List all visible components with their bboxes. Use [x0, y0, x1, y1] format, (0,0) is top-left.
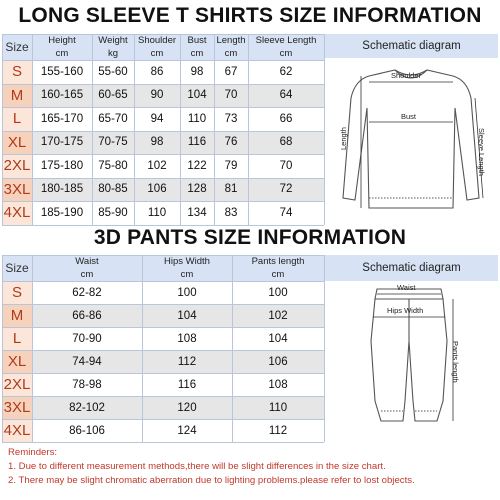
column-header: Shoulder	[137, 35, 177, 46]
size-label: XL	[2, 131, 32, 155]
grid-line	[2, 201, 324, 202]
size-label: 3XL	[2, 396, 32, 419]
grid-line	[2, 154, 324, 155]
column-header: Height	[48, 35, 76, 46]
table-cell: 106	[147, 183, 167, 196]
grid-line	[2, 281, 324, 282]
size-label: L	[2, 107, 32, 131]
long-sleeve-shirt-drawing	[325, 58, 498, 224]
column-unit: cm	[279, 48, 293, 59]
pants-size-title: 3D PANTS SIZE INFORMATION	[93, 226, 407, 249]
sleeve-length-label: Sleeve Length	[477, 128, 486, 176]
length-label: Length	[339, 127, 348, 150]
size-column-header: Size	[5, 40, 29, 54]
grid-line	[2, 419, 324, 420]
size-label: L	[2, 327, 32, 350]
shirt-diagram-area	[325, 58, 498, 224]
table-cell: 98	[190, 65, 204, 78]
size-column-header: Size	[5, 261, 29, 275]
table-cell: 116	[187, 136, 207, 149]
shoulder-label: Shoulder	[391, 71, 422, 80]
waist-label: Waist	[397, 283, 416, 292]
column-unit: cm	[180, 269, 194, 280]
table-cell: 165-170	[40, 112, 84, 125]
column-header: Weight	[98, 35, 128, 46]
table-cell: 98	[150, 136, 164, 149]
hips-width-label: Hips Width	[387, 306, 424, 315]
table-cell: 108	[177, 332, 197, 345]
table-row	[2, 84, 324, 108]
table-cell: 120	[177, 401, 197, 414]
column-unit: cm	[190, 48, 204, 59]
table-cell: 175-180	[40, 159, 84, 172]
table-row	[2, 419, 324, 442]
table-cell: 180-185	[40, 183, 84, 196]
table-cell: 128	[187, 183, 207, 196]
table-cell: 85-90	[98, 206, 128, 219]
table-cell: 70	[279, 159, 293, 172]
grid-line	[2, 255, 324, 256]
grid-line	[248, 34, 249, 225]
table-cell: 155-160	[40, 65, 84, 78]
table-cell: 112	[268, 424, 288, 437]
table-cell: 122	[187, 159, 207, 172]
grid-line	[2, 178, 324, 179]
table-cell: 64	[279, 89, 293, 102]
table-cell: 108	[268, 378, 288, 391]
size-label: S	[2, 60, 32, 84]
grid-line	[2, 107, 324, 108]
grid-line	[134, 34, 135, 225]
table-cell: 100	[177, 286, 197, 299]
table-cell: 110	[187, 112, 207, 125]
grid-line	[2, 350, 324, 351]
table-cell: 102	[268, 309, 288, 322]
table-cell: 100	[268, 286, 288, 299]
table-cell: 112	[177, 355, 197, 368]
table-cell: 74	[279, 206, 293, 219]
column-unit: cm	[55, 48, 69, 59]
table-cell: 67	[224, 65, 238, 78]
table-cell: 70-90	[72, 332, 102, 345]
table-row	[2, 304, 324, 327]
size-label: M	[2, 304, 32, 327]
shirt-size-title: LONG SLEEVE T SHIRTS SIZE INFORMATION	[18, 4, 482, 27]
table-row	[2, 350, 324, 373]
size-label: 3XL	[2, 178, 32, 202]
table-cell: 86-106	[69, 424, 105, 437]
table-cell: 73	[224, 112, 238, 125]
column-header: Length	[216, 35, 246, 46]
table-cell: 170-175	[40, 136, 84, 149]
table-cell: 185-190	[40, 206, 84, 219]
table-cell: 110	[147, 206, 167, 219]
table-row	[2, 327, 324, 350]
table-cell: 110	[268, 401, 288, 414]
grid-line	[32, 34, 33, 225]
table-cell: 104	[177, 309, 197, 322]
column-header: Waist	[75, 256, 99, 267]
pants-diagram-header	[325, 255, 498, 281]
pants-diagram-title: Schematic diagram	[362, 262, 461, 274]
table-cell: 60-65	[98, 89, 128, 102]
grid-line	[2, 373, 324, 374]
table-row	[2, 281, 324, 304]
grid-line	[2, 34, 3, 225]
grid-line	[2, 60, 324, 61]
grid-line	[180, 34, 181, 225]
table-cell: 62	[279, 65, 293, 78]
grid-line	[32, 255, 33, 442]
grid-line	[2, 131, 324, 132]
grid-line	[2, 304, 324, 305]
table-row	[2, 396, 324, 419]
grid-line	[232, 255, 233, 442]
table-cell: 75-80	[98, 159, 128, 172]
table-row	[2, 131, 324, 155]
table-cell: 81	[224, 183, 238, 196]
grid-line	[142, 255, 143, 442]
table-cell: 116	[177, 378, 197, 391]
column-header: Hips Width	[164, 256, 210, 267]
grid-line	[2, 84, 324, 85]
column-header: Pants length	[251, 256, 305, 267]
table-cell: 94	[150, 112, 164, 125]
reminders-heading: Reminders:	[8, 447, 58, 458]
table-cell: 160-165	[40, 89, 84, 102]
table-cell: 65-70	[98, 112, 128, 125]
table-row	[2, 154, 324, 178]
table-row	[2, 373, 324, 396]
shirt-diagram-header	[325, 34, 498, 58]
table-row	[2, 60, 324, 84]
table-cell: 78-98	[72, 378, 102, 391]
table-cell: 70-75	[98, 136, 128, 149]
column-unit: cm	[150, 48, 164, 59]
table-cell: 62-82	[72, 286, 102, 299]
table-cell: 102	[147, 159, 167, 172]
grid-line	[92, 34, 93, 225]
grid-line	[2, 442, 324, 443]
table-cell: 66-86	[72, 309, 102, 322]
table-cell: 104	[187, 89, 207, 102]
table-cell: 72	[279, 183, 293, 196]
reminders	[8, 446, 496, 488]
table-cell: 124	[177, 424, 197, 437]
table-cell: 83	[224, 206, 238, 219]
table-cell: 104	[268, 332, 288, 345]
pants-length-label: Pants length	[451, 341, 460, 383]
size-label: XL	[2, 350, 32, 373]
size-label: 2XL	[2, 373, 32, 396]
table-cell: 80-85	[98, 183, 128, 196]
size-label: 2XL	[2, 154, 32, 178]
table-cell: 55-60	[98, 65, 128, 78]
table-row	[2, 178, 324, 202]
table-row	[2, 107, 324, 131]
table-cell: 106	[268, 355, 288, 368]
table-cell: 68	[279, 136, 293, 149]
size-label: S	[2, 281, 32, 304]
table-cell: 74-94	[72, 355, 102, 368]
grid-line	[2, 34, 324, 35]
bust-label: Bust	[401, 112, 417, 121]
grid-line	[2, 396, 324, 397]
size-label: 4XL	[2, 419, 32, 442]
column-unit: cm	[271, 269, 285, 280]
table-cell: 134	[187, 206, 207, 219]
column-header: Sleeve Length	[255, 35, 317, 46]
shirt-diagram-title: Schematic diagram	[362, 40, 461, 52]
reminder-line-2: 2. There may be slight chromatic aberration due to lighting problems.please refer to lost objects.	[8, 475, 415, 486]
grid-line	[2, 327, 324, 328]
pants-diagram-area	[325, 281, 498, 441]
table-cell: 79	[224, 159, 238, 172]
column-unit: cm	[80, 269, 94, 280]
table-cell: 76	[224, 136, 238, 149]
grid-line	[2, 255, 3, 442]
table-cell: 70	[224, 89, 238, 102]
column-unit: cm	[224, 48, 238, 59]
table-cell: 82-102	[69, 401, 105, 414]
reminder-line-1: 1. Due to different measurement methods,there will be slight differences in the size chart.	[8, 461, 386, 472]
grid-line	[214, 34, 215, 225]
column-unit: kg	[107, 48, 119, 59]
table-cell: 86	[150, 65, 164, 78]
size-label: 4XL	[2, 201, 32, 225]
size-label: M	[2, 84, 32, 108]
jogger-pants-drawing	[325, 281, 498, 441]
table-row	[2, 201, 324, 225]
table-cell: 66	[279, 112, 293, 125]
table-cell: 90	[150, 89, 164, 102]
column-header: Bust	[187, 35, 207, 46]
